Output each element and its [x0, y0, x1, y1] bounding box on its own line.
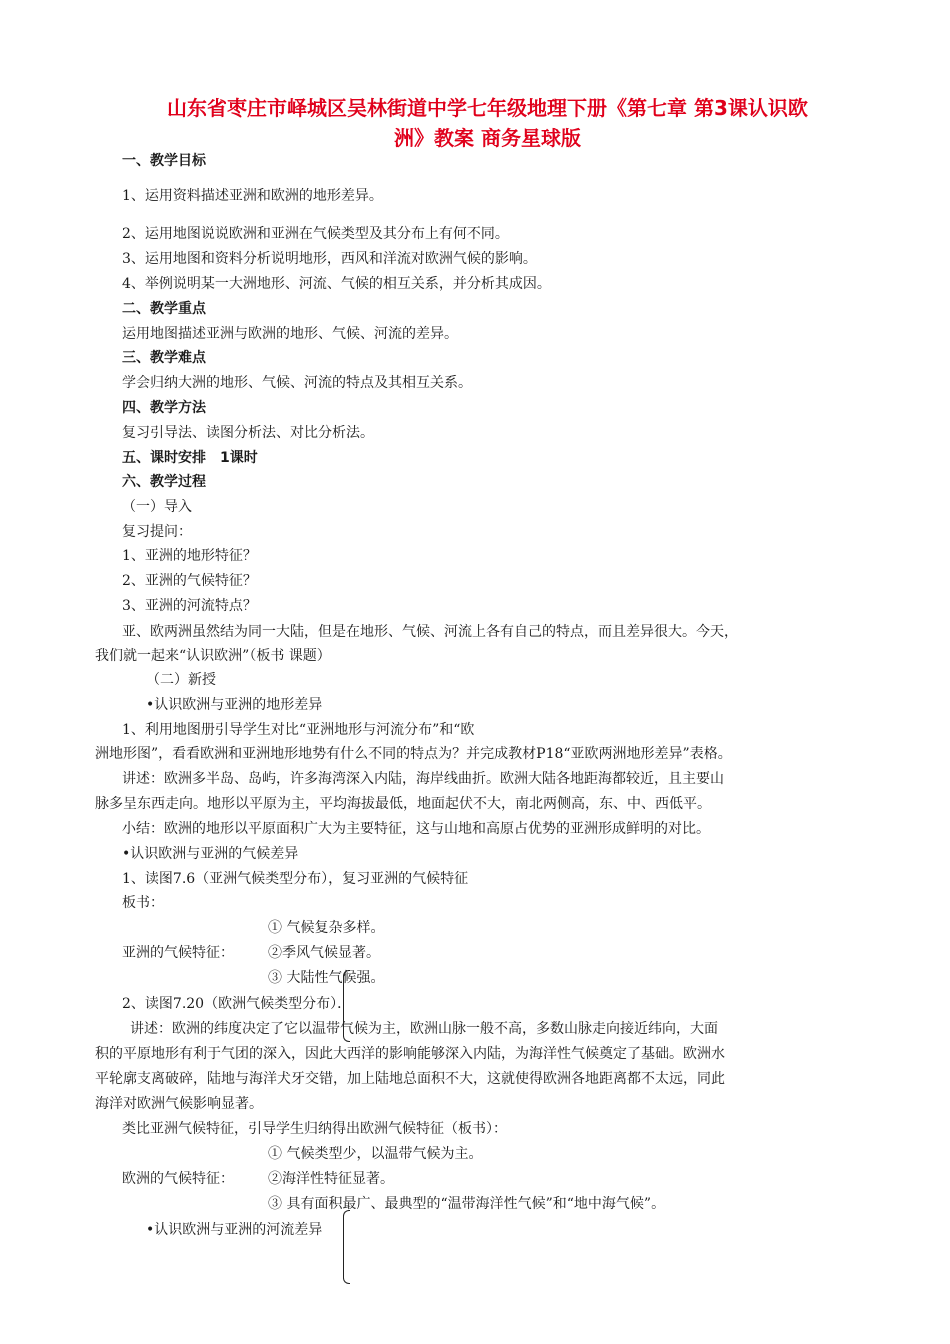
objective-4: 4、举例说明某一大洲地形、河流、气候的相互关系，并分析其成因。	[122, 276, 551, 292]
europe-climate-feature-2: ②海洋性特征显著。	[268, 1171, 394, 1187]
objective-3: 3、运用地图和资料分析说明地形，西风和洋流对欧洲气候的影响。	[122, 251, 537, 267]
europe-climate-feature-3: ③ 具有面积最广、最典型的“温带海洋性气候”和“地中海气候”。	[268, 1196, 666, 1212]
methods-text: 复习引导法、读图分析法、对比分析法。	[122, 425, 374, 441]
terrain-task-line-1: 1、利用地图册引导学生对比“亚洲地形与河流分布”和“欧	[122, 722, 475, 738]
review-question-1: 1、亚洲的地形特征？	[122, 548, 257, 564]
climate-task-1: 1、读图7.6（亚洲气候类型分布），复习亚洲的气候特征	[122, 871, 469, 887]
terrain-summary: 小结：欧洲的地形以平原面积广大为主要特征，这与山地和高原占优势的亚洲形成鲜明的对比。	[122, 821, 710, 837]
asia-climate-brace	[343, 970, 350, 1042]
section-heading-key-points: 二、教学重点	[122, 301, 206, 317]
section-heading-process: 六、教学过程	[122, 474, 206, 490]
asia-climate-feature-2: ②季风气候显著。	[268, 945, 380, 961]
terrain-explanation-line-2: 脉多呈东西走向。地形以平原为主，平均海拔最低，地面起伏不大，南北两侧高，东、中、西低平。	[95, 796, 711, 812]
europe-climate-analogy: 类比亚洲气候特征，引导学生归纳得出欧洲气候特征（板书）：	[122, 1121, 507, 1137]
asia-climate-feature-1: ① 气候复杂多样。	[268, 920, 385, 936]
asia-climate-feature-3: ③ 大陆性气候强。	[268, 970, 385, 986]
new-lesson-heading: （二）新授	[146, 672, 216, 688]
europe-climate-brace	[343, 1210, 350, 1284]
terrain-task-line-2: 洲地形图”，看看欧洲和亚洲地形地势有什么不同的特点为？并完成教材P18“亚欧两洲地形差异”表格。	[95, 746, 732, 762]
topic-climate-bullet: •认识欧洲与亚洲的气候差异	[122, 846, 299, 862]
europe-climate-explanation-line-4: 海洋对欧洲气候影响显著。	[95, 1096, 263, 1112]
process-intro-heading: （一）导入	[122, 499, 192, 515]
section-heading-schedule: 五、课时安排 1课时	[122, 450, 258, 466]
objective-1: 1、运用资料描述亚洲和欧洲的地形差异。	[122, 188, 383, 204]
review-question-2: 2、亚洲的气候特征？	[122, 573, 257, 589]
europe-climate-feature-1: ① 气候类型少，以温带气候为主。	[268, 1146, 483, 1162]
review-questions-label: 复习提问：	[122, 524, 192, 540]
asia-climate-label: 亚洲的气候特征：	[122, 945, 234, 961]
europe-climate-explanation-line-1: 讲述：欧洲的纬度决定了它以温带气候为主，欧洲山脉一般不高，多数山脉走向接近纬向，大面	[130, 1021, 718, 1037]
intro-paragraph-line-2: 我们就一起来“认识欧洲”（板书 课题）	[95, 648, 331, 664]
objective-2: 2、运用地图说说欧洲和亚洲在气候类型及其分布上有何不同。	[122, 226, 509, 242]
document-title	[120, 93, 855, 153]
europe-climate-explanation-line-2: 积的平原地形有利于气团的深入，因此大西洋的影响能够深入内陆，为海洋性气候奠定了基础。欧洲水	[95, 1046, 725, 1062]
terrain-explanation-line-1: 讲述：欧洲多半岛、岛屿，许多海湾深入内陆，海岸线曲折。欧洲大陆各地距海都较近，且主要山	[122, 771, 724, 787]
title-line-2: 洲》教案 商务星球版	[394, 126, 581, 150]
title-line-1: 山东省枣庄市峄城区吴林街道中学七年级地理下册《第七章 第3课认识欧	[167, 96, 808, 120]
europe-climate-label: 欧洲的气候特征：	[122, 1171, 234, 1187]
climate-task-2: 2、读图7.20（欧洲气候类型分布）．	[122, 996, 352, 1012]
intro-paragraph-line-1: 亚、欧两洲虽然结为同一大陆，但是在地形、气候、河流上各有自己的特点，而且差异很大。今天，	[122, 624, 738, 640]
key-points-text: 运用地图描述亚洲与欧洲的地形、气候、河流的差异。	[122, 326, 458, 342]
europe-climate-explanation-line-3: 平轮廓支离破碎，陆地与海洋犬牙交错，加上陆地总面积不大，这就使得欧洲各地距离都不太远，同此	[95, 1071, 725, 1087]
section-heading-difficulties: 三、教学难点	[122, 350, 206, 366]
blackboard-label: 板书：	[122, 895, 164, 911]
review-question-3: 3、亚洲的河流特点？	[122, 598, 257, 614]
difficulties-text: 学会归纳大洲的地形、气候、河流的特点及其相互关系。	[122, 375, 472, 391]
topic-rivers-bullet: •认识欧洲与亚洲的河流差异	[146, 1222, 323, 1238]
topic-terrain-bullet: •认识欧洲与亚洲的地形差异	[146, 697, 323, 713]
section-heading-objectives: 一、教学目标	[122, 153, 206, 169]
section-heading-methods: 四、教学方法	[122, 400, 206, 416]
